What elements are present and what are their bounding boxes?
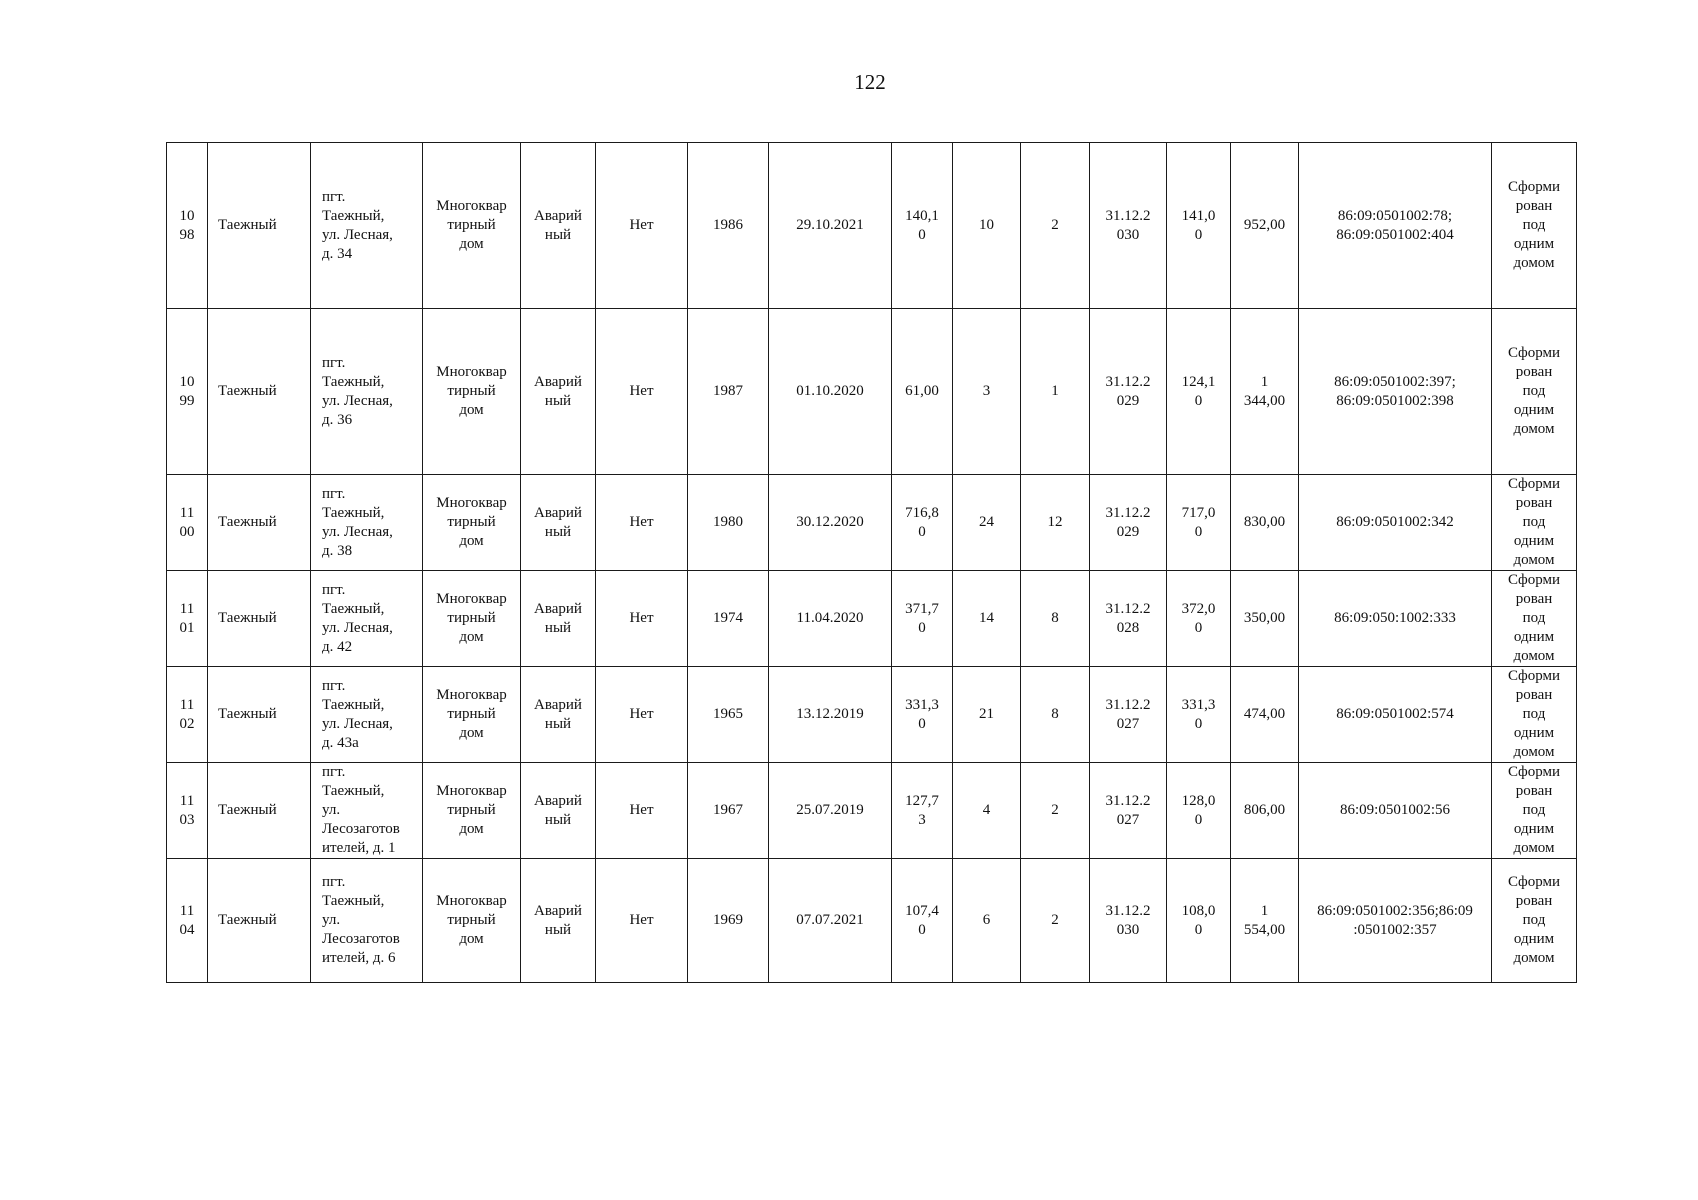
cell-date: 29.10.2021	[769, 143, 892, 309]
cell-area-total: 372,0 0	[1167, 571, 1231, 667]
cell-year: 1965	[688, 667, 769, 763]
cell-flag: Нет	[596, 475, 688, 571]
cell-deadline: 31.12.2 029	[1090, 309, 1167, 475]
cell-date: 11.04.2020	[769, 571, 892, 667]
cell-date: 13.12.2019	[769, 667, 892, 763]
cell-area: 61,00	[892, 309, 953, 475]
cell-year: 1987	[688, 309, 769, 475]
cell-year: 1974	[688, 571, 769, 667]
cell-land-area: 1 554,00	[1231, 859, 1299, 983]
cell-number: 10 99	[167, 309, 208, 475]
cell-area: 140,1 0	[892, 143, 953, 309]
cell-cadastre: 86:09:0501002:78; 86:09:0501002:404	[1299, 143, 1492, 309]
cell-note: Сформи рован под одним домом	[1492, 143, 1577, 309]
cell-settlement: Таежный	[208, 309, 311, 475]
cell-cadastre: 86:09:0501002:356;86:09 :0501002:357	[1299, 859, 1492, 983]
cell-deadline: 31.12.2 029	[1090, 475, 1167, 571]
table-row	[167, 763, 1577, 859]
table-row	[167, 309, 1577, 475]
table-row	[167, 667, 1577, 763]
cell-note: Сформи рован под одним домом	[1492, 571, 1577, 667]
cell-note: Сформи рован под одним домом	[1492, 859, 1577, 983]
table-row	[167, 475, 1577, 571]
cell-units: 8	[1021, 571, 1090, 667]
cell-settlement: Таежный	[208, 667, 311, 763]
cell-flag: Нет	[596, 859, 688, 983]
cell-condition: Аварий ный	[521, 475, 596, 571]
cell-building-type: Многоквар тирный дом	[423, 309, 521, 475]
cell-number: 11 02	[167, 667, 208, 763]
cell-condition: Аварий ный	[521, 571, 596, 667]
cell-deadline: 31.12.2 030	[1090, 143, 1167, 309]
cell-area: 371,7 0	[892, 571, 953, 667]
cell-cadastre: 86:09:0501002:56	[1299, 763, 1492, 859]
cell-land-area: 474,00	[1231, 667, 1299, 763]
cell-deadline: 31.12.2 027	[1090, 667, 1167, 763]
cell-building-type: Многоквар тирный дом	[423, 667, 521, 763]
cell-settlement: Таежный	[208, 763, 311, 859]
cell-residents: 14	[953, 571, 1021, 667]
cell-flag: Нет	[596, 667, 688, 763]
table-row	[167, 859, 1577, 983]
cell-number: 10 98	[167, 143, 208, 309]
cell-land-area: 952,00	[1231, 143, 1299, 309]
cell-area-total: 331,3 0	[1167, 667, 1231, 763]
cell-settlement: Таежный	[208, 143, 311, 309]
cell-date: 30.12.2020	[769, 475, 892, 571]
housing-table-wrapper	[166, 142, 1577, 983]
cell-building-type: Многоквар тирный дом	[423, 763, 521, 859]
cell-address: пгт. Таежный, ул. Лесная, д. 43а	[311, 667, 423, 763]
page-number: 122	[854, 70, 886, 94]
cell-building-type: Многоквар тирный дом	[423, 143, 521, 309]
cell-residents: 4	[953, 763, 1021, 859]
cell-number: 11 03	[167, 763, 208, 859]
cell-area: 127,7 3	[892, 763, 953, 859]
cell-residents: 3	[953, 309, 1021, 475]
cell-number: 11 04	[167, 859, 208, 983]
cell-note: Сформи рован под одним домом	[1492, 475, 1577, 571]
cell-units: 12	[1021, 475, 1090, 571]
cell-residents: 24	[953, 475, 1021, 571]
cell-address: пгт. Таежный, ул. Лесная, д. 42	[311, 571, 423, 667]
cell-year: 1969	[688, 859, 769, 983]
cell-area: 716,8 0	[892, 475, 953, 571]
cell-note: Сформи рован под одним домом	[1492, 667, 1577, 763]
cell-cadastre: 86:09:0501002:342	[1299, 475, 1492, 571]
cell-building-type: Многоквар тирный дом	[423, 475, 521, 571]
cell-note: Сформи рован под одним домом	[1492, 763, 1577, 859]
cell-deadline: 31.12.2 027	[1090, 763, 1167, 859]
cell-settlement: Таежный	[208, 571, 311, 667]
cell-condition: Аварий ный	[521, 309, 596, 475]
cell-settlement: Таежный	[208, 859, 311, 983]
cell-date: 07.07.2021	[769, 859, 892, 983]
cell-area-total: 717,0 0	[1167, 475, 1231, 571]
cell-condition: Аварий ный	[521, 763, 596, 859]
cell-condition: Аварий ный	[521, 143, 596, 309]
cell-deadline: 31.12.2 028	[1090, 571, 1167, 667]
cell-building-type: Многоквар тирный дом	[423, 571, 521, 667]
cell-area-total: 128,0 0	[1167, 763, 1231, 859]
cell-units: 2	[1021, 763, 1090, 859]
cell-area: 107,4 0	[892, 859, 953, 983]
cell-date: 25.07.2019	[769, 763, 892, 859]
cell-area-total: 141,0 0	[1167, 143, 1231, 309]
cell-condition: Аварий ный	[521, 667, 596, 763]
cell-cadastre: 86:09:0501002:574	[1299, 667, 1492, 763]
cell-flag: Нет	[596, 763, 688, 859]
cell-land-area: 1 344,00	[1231, 309, 1299, 475]
cell-year: 1986	[688, 143, 769, 309]
cell-address: пгт. Таежный, ул. Лесозаготов ителей, д. 1	[311, 763, 423, 859]
table-row	[167, 143, 1577, 309]
cell-area-total: 108,0 0	[1167, 859, 1231, 983]
cell-units: 8	[1021, 667, 1090, 763]
cell-date: 01.10.2020	[769, 309, 892, 475]
cell-deadline: 31.12.2 030	[1090, 859, 1167, 983]
cell-land-area: 350,00	[1231, 571, 1299, 667]
cell-flag: Нет	[596, 309, 688, 475]
cell-units: 2	[1021, 143, 1090, 309]
cell-land-area: 830,00	[1231, 475, 1299, 571]
cell-residents: 6	[953, 859, 1021, 983]
cell-land-area: 806,00	[1231, 763, 1299, 859]
cell-address: пгт. Таежный, ул. Лесная, д. 38	[311, 475, 423, 571]
cell-address: пгт. Таежный, ул. Лесозаготов ителей, д. 6	[311, 859, 423, 983]
cell-settlement: Таежный	[208, 475, 311, 571]
cell-cadastre: 86:09:0501002:397; 86:09:0501002:398	[1299, 309, 1492, 475]
cell-residents: 10	[953, 143, 1021, 309]
cell-area-total: 124,1 0	[1167, 309, 1231, 475]
cell-condition: Аварий ный	[521, 859, 596, 983]
cell-units: 1	[1021, 309, 1090, 475]
cell-address: пгт. Таежный, ул. Лесная, д. 34	[311, 143, 423, 309]
cell-flag: Нет	[596, 571, 688, 667]
cell-residents: 21	[953, 667, 1021, 763]
cell-cadastre: 86:09:050:1002:333	[1299, 571, 1492, 667]
cell-building-type: Многоквар тирный дом	[423, 859, 521, 983]
cell-number: 11 00	[167, 475, 208, 571]
cell-number: 11 01	[167, 571, 208, 667]
cell-note: Сформи рован под одним домом	[1492, 309, 1577, 475]
cell-flag: Нет	[596, 143, 688, 309]
cell-address: пгт. Таежный, ул. Лесная, д. 36	[311, 309, 423, 475]
cell-year: 1980	[688, 475, 769, 571]
cell-units: 2	[1021, 859, 1090, 983]
cell-year: 1967	[688, 763, 769, 859]
housing-table	[166, 142, 1577, 983]
cell-area: 331,3 0	[892, 667, 953, 763]
table-body	[167, 143, 1577, 983]
table-row	[167, 571, 1577, 667]
